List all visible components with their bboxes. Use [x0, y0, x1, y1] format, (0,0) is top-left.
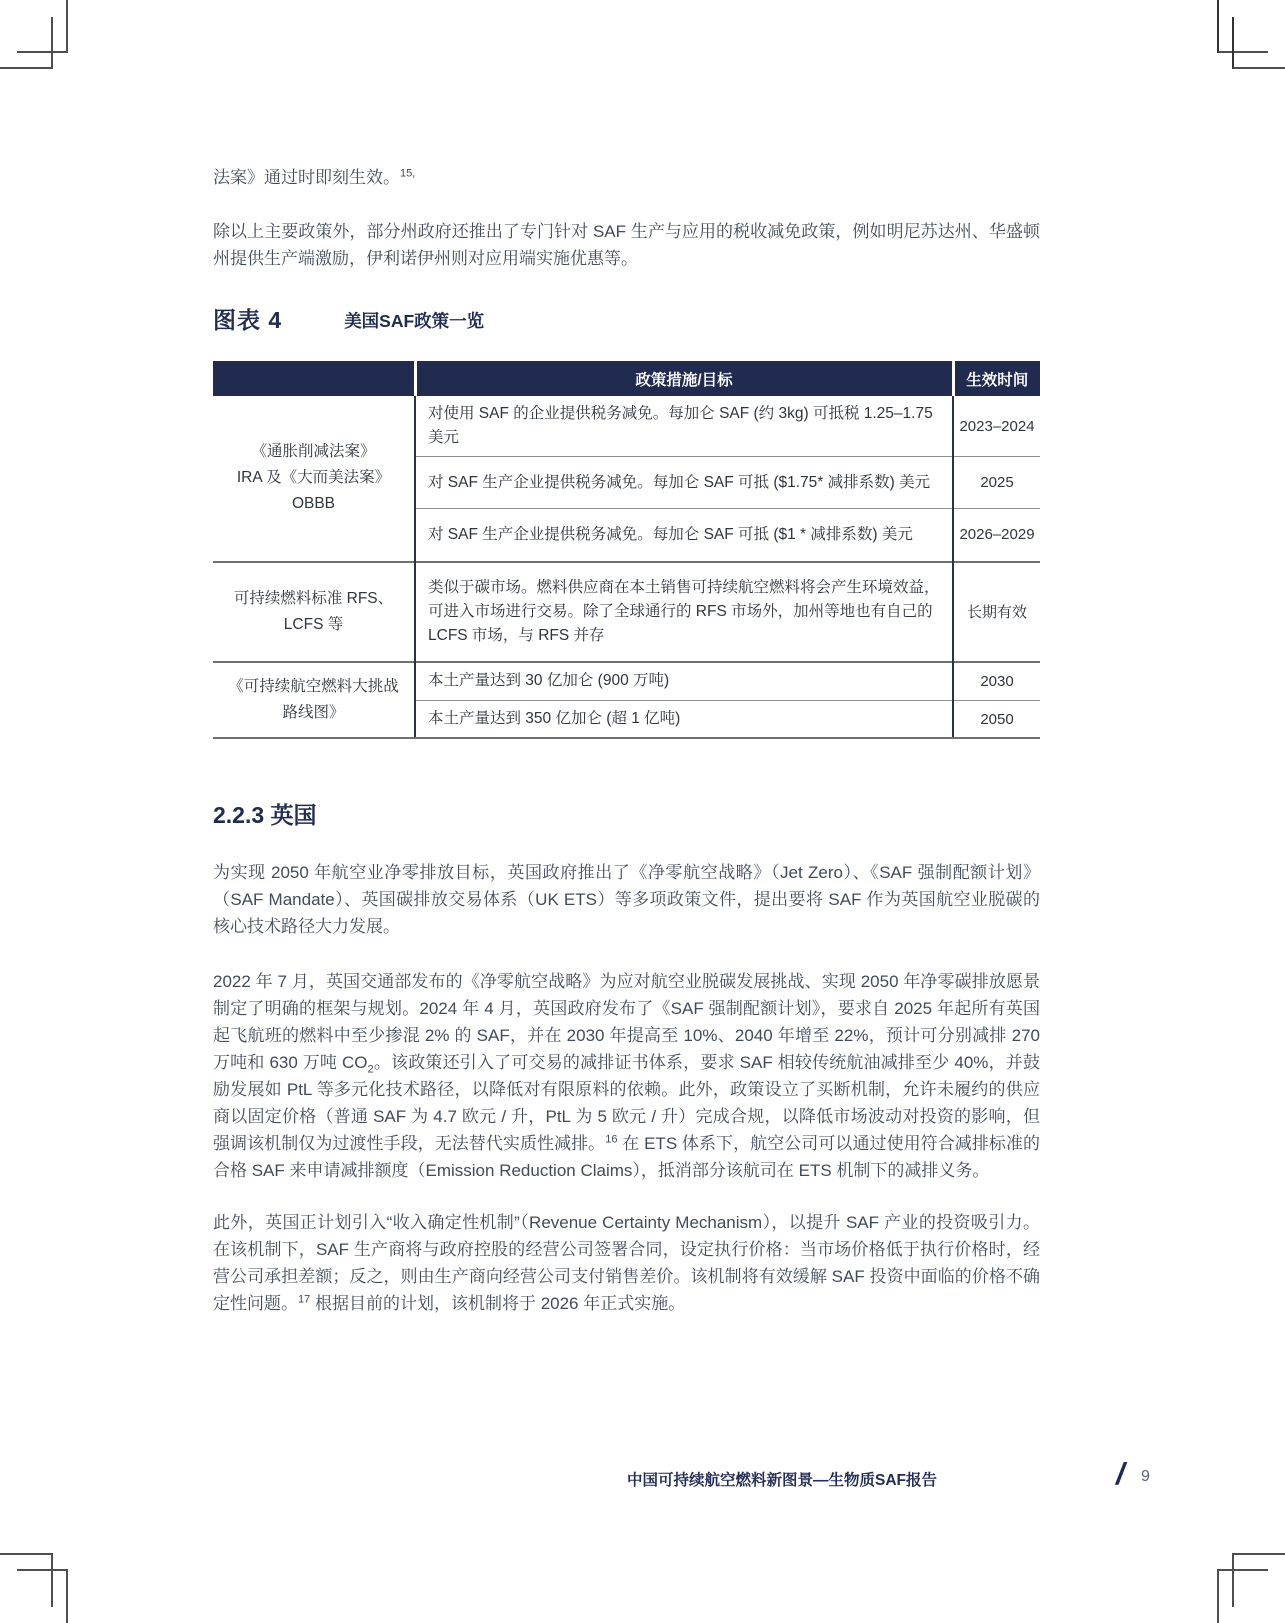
group-label-line: LCFS 等 — [283, 615, 344, 633]
group-label-line: 《可持续航空燃料大挑战 — [228, 677, 399, 695]
group-label-rfs-lcfs — [213, 562, 415, 662]
footer-report-title: 中国可持续航空燃料新图景—生物质SAF报告 — [626, 1472, 937, 1489]
uk-paragraph-3-text: 根据目前的计划，该机制将于 2026 年正式实施。 — [310, 1294, 686, 1313]
measure-cell: 对 SAF 生产企业提供税务减免。每加仑 SAF 可抵 ($1 * 减排系数) 美元 — [415, 509, 953, 562]
state-policies-paragraph: 除以上主要政策外，部分州政府还推出了专门针对 SAF 生产与应用的税收减免政策，例如明尼苏达州、华盛顿州提供生产端激励，伊利诺伊州则对应用端实施优惠等。 — [213, 222, 1040, 268]
intro-sentence — [213, 164, 1040, 191]
date-cell: 长期有效 — [953, 562, 1040, 662]
section-heading-uk: 2.2.3 英国 — [213, 802, 317, 828]
uk-paragraph-2-text: 在 ETS 体系下，航空公司可以通过使用符合减排标准的合格 SAF 来申请减排额度（Emission Reduction Claims），抵消部分该航司在 ETS 机制下的减排义务。 — [213, 1134, 1040, 1180]
table-row — [213, 396, 1040, 457]
figure-label: 图表 4 — [213, 307, 283, 333]
measure-cell: 本土产量达到 30 亿加仑 (900 万吨) — [415, 662, 953, 701]
uk-paragraph-2-text: 2022 年 7 月，英国交通部发布的《净零航空战略》为应对航空业脱碳发展挑战、实现 2050 年净零碳排放愿景制定了明确的框架与规划。2024 年 4 月，英国政府发布了《SAF 强制配额计划》，要求自 2025 年起所有英国起飞航班的燃料中至少掺混 2% 的 SAF，并在 2030 年提高至 10%、2040 年增至 22%，预计可分别减排 270 万吨和 630 万吨 CO — [213, 972, 1040, 1072]
group-label-line: OBBB — [291, 495, 336, 513]
crop-mark-top-left-inner — [0, 17, 53, 69]
measure-cell: 本土产量达到 350 亿加仑 (超 1 亿吨) — [415, 701, 953, 739]
intro-sentence-text: 法案》通过时即刻生效。 — [213, 168, 400, 187]
uk-paragraph-3-text: 此外，英国正计划引入“收入确定性机制”（Revenue Certainty Mechanism），以提升 SAF 产业的投资吸引力。在该机制下，SAF 生产商将与政府控股的经营公司签署合同，设定执行价格：当市场价格低于执行价格时，经营公司承担差额；反之，则由生产商向经营公司支付销售差价。该机制将有效缓解 SAF 投资中面临的价格不确定性问题。 — [213, 1213, 1040, 1313]
measure-cell: 类似于碳市场。燃料供应商在本土销售可持续航空燃料将会产生环境效益，可进入市场进行交易。除了全球通行的 RFS 市场外，加州等地也有自己的 LCFS 市场，与 RFS 并存 — [415, 562, 953, 662]
table-header-blank — [213, 361, 415, 396]
crop-mark-bottom-right-inner — [1217, 1569, 1268, 1623]
date-cell: 2030 — [953, 662, 1040, 701]
date-cell: 2025 — [953, 457, 1040, 509]
content-column — [213, 160, 1040, 1317]
figure-caption — [213, 302, 1040, 335]
table-header-date: 生效时间 — [953, 361, 1040, 396]
table-row — [213, 662, 1040, 701]
page-number: 9 — [1141, 1468, 1150, 1485]
group-label-ira-obbb — [213, 396, 415, 562]
co2-subscript: 2 — [367, 1063, 374, 1076]
footnote-ref-15: 15, — [400, 167, 416, 180]
group-label-line: 路线图》 — [282, 703, 345, 721]
policy-table — [213, 361, 1040, 739]
group-label-grand-challenge — [213, 662, 415, 739]
date-cell: 2050 — [953, 701, 1040, 739]
crop-mark-bottom-left-inner — [17, 1569, 68, 1623]
figure-title: 美国SAF政策一览 — [344, 311, 485, 331]
group-label-line: 《通胀削减法案》 — [251, 443, 376, 461]
table-header-measures: 政策措施/目标 — [415, 361, 953, 396]
uk-paragraph-2 — [213, 968, 1040, 1184]
crop-mark-top-right-inner — [1232, 17, 1285, 69]
footnote-ref-16: 16 — [605, 1133, 618, 1146]
uk-paragraph-1: 为实现 2050 年航空业净零排放目标，英国政府推出了《净零航空战略》（Jet Zero）、《SAF 强制配额计划》（SAF Mandate）、英国碳排放交易体系（UK ETS）等多项政策文件，提出要将 SAF 作为英国航空业脱碳的核心技术路径大力发展。 — [213, 863, 1040, 936]
table-header-row — [213, 361, 1040, 396]
group-label-line: IRA 及《大而美法案》 — [236, 469, 391, 487]
date-cell: 2026–2029 — [953, 509, 1040, 562]
group-label-line: 可持续燃料标准 RFS、 — [233, 589, 394, 607]
measure-cell: 对 SAF 生产企业提供税务减免。每加仑 SAF 可抵 ($1.75* 减排系数) 美元 — [415, 457, 953, 509]
measure-cell: 对使用 SAF 的企业提供税务减免。每加仑 SAF (约 3kg) 可抵税 1.25–1.75 美元 — [415, 396, 953, 457]
uk-paragraph-3 — [213, 1209, 1040, 1317]
uk-paragraph-2-text: 。该政策还引入了可交易的减排证书体系，要求 SAF 相较传统航油减排至少 40%，并鼓励发展如 PtL 等多元化技术路径，以降低对有限原料的依赖。此外，政策设立了买断机制，允许未履约的供应商以固定价格（普通 SAF 为 4.7 欧元 / 升，PtL 为 5 欧元 / 升）完成合规，以降低市场波动对投资的影响，但强调该机制仅为过渡性手段，无法替代实质性减排。 — [213, 1053, 1040, 1153]
table-row — [213, 562, 1040, 662]
slash-mark: / — [1116, 1456, 1125, 1491]
date-cell: 2023–2024 — [953, 396, 1040, 457]
footnote-ref-17: 17 — [298, 1293, 311, 1306]
